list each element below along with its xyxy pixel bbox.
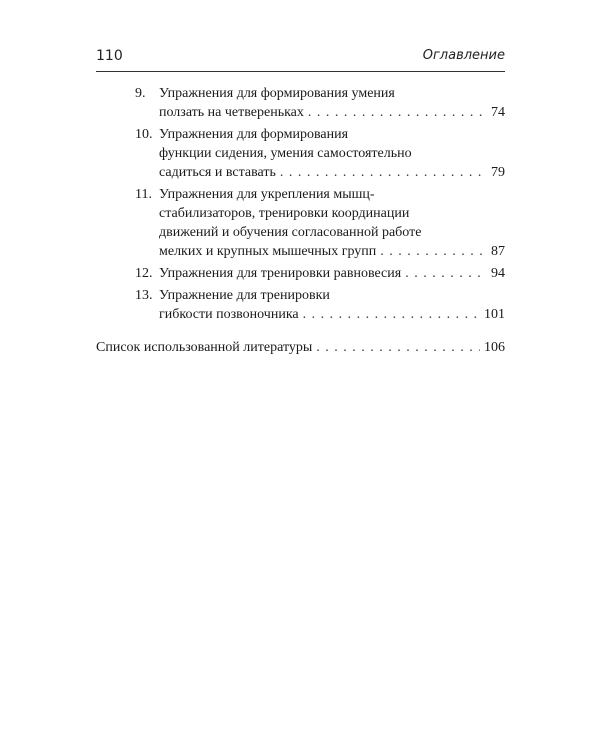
toc-entry-title-line: функции сидения, умения самостоятельно: [159, 146, 412, 161]
toc-entry-title-line: гибкости позвоночника: [159, 307, 299, 322]
toc-entry-number: 10.: [135, 127, 153, 142]
toc-entry-title-line: мелких и крупных мышечных групп: [159, 244, 377, 259]
toc-entry-page: 101: [484, 307, 505, 322]
toc-entry-title-line: Упражнения для формирования: [159, 127, 349, 142]
leader-dots: [280, 163, 487, 182]
toc-entry-number: 13.: [135, 288, 153, 303]
leader-dots: [316, 338, 480, 357]
toc-entry-page: 74: [491, 105, 505, 120]
running-head: [96, 47, 505, 72]
toc-entry-title-line: Упражнения для формирования умения: [159, 86, 395, 101]
toc-entry-number: 9.: [135, 86, 146, 101]
leader-dots: [405, 264, 487, 283]
leader-dots: [308, 103, 487, 122]
toc-entry-title-line: садиться и вставать: [159, 165, 276, 180]
toc-entry-page: 87: [491, 244, 505, 259]
toc-entry-page: 94: [491, 266, 505, 281]
toc-entry-number: 12.: [135, 266, 153, 281]
toc-entry-page: 79: [491, 165, 505, 180]
page-number: 110: [96, 48, 123, 64]
toc-entry-title-line: ползать на четвереньках: [159, 105, 304, 120]
toc-entry-number: 11.: [135, 187, 152, 202]
toc-entry-title-line: Упражнения для тренировки равновесия: [159, 266, 402, 281]
leader-dots: [380, 242, 487, 261]
toc-entry-title-line: движений и обучения согласованной работе: [159, 225, 422, 240]
toc-entry-title-line: стабилизаторов, тренировки координации: [159, 206, 410, 221]
toc-entry-title-line: Упражнение для тренировки: [159, 288, 330, 303]
toc-entry-title-line: Упражнения для укрепления мышц-: [159, 187, 375, 202]
section-title: Оглавление: [422, 48, 505, 63]
leader-dots: [303, 305, 480, 324]
toc-entry-page: 106: [484, 340, 505, 355]
toc-entry-title-line: Список использованной литературы: [96, 340, 313, 355]
